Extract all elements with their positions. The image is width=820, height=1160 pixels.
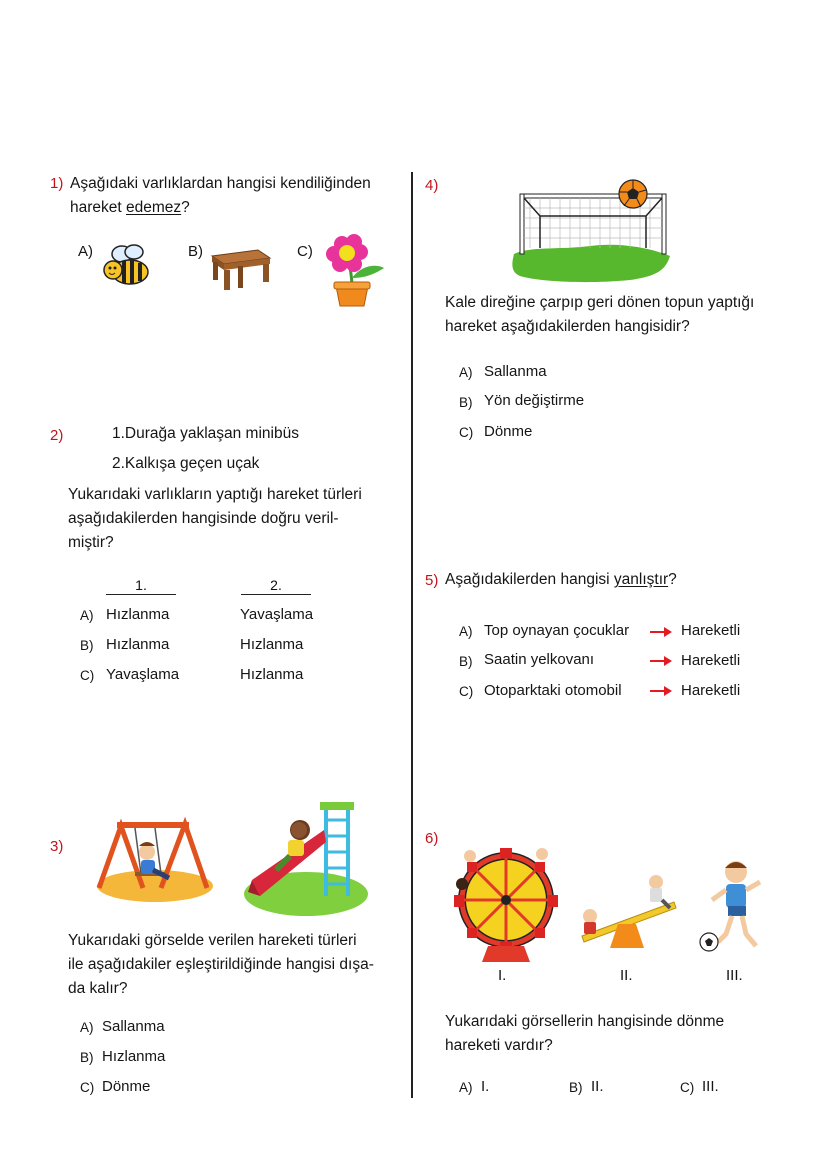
arrow-right-icon bbox=[650, 660, 670, 662]
option-letter: A) bbox=[80, 1020, 94, 1035]
option-letter: A) bbox=[80, 608, 94, 623]
arrow-right-icon bbox=[650, 631, 670, 633]
question-text-line3: da kalır? bbox=[68, 980, 128, 997]
question-number: 1) bbox=[50, 175, 64, 192]
question-text: Aşağıdakilerden hangisi yanlıştır? bbox=[445, 571, 677, 588]
question-text: Yukarıdaki görsellerin hangisinde dönme bbox=[445, 1013, 725, 1030]
arrow-right-icon bbox=[650, 690, 670, 692]
option-letter: A) bbox=[459, 365, 473, 380]
option-result: Hareketli bbox=[681, 622, 741, 639]
option-letter: A) bbox=[459, 624, 473, 639]
option-letter: B) bbox=[80, 638, 94, 653]
question-number: 5) bbox=[425, 572, 439, 589]
option-text: Sallanma bbox=[484, 363, 547, 380]
option-text: III. bbox=[702, 1078, 719, 1095]
column-header-2: 2. bbox=[241, 576, 311, 595]
option-col2: Hızlanma bbox=[240, 666, 304, 683]
option-letter: B) bbox=[459, 654, 473, 669]
question-text: Kale direğine çarpıp geri dönen topun yaptığı bbox=[445, 294, 755, 311]
option-text: Top oynayan çocuklar bbox=[484, 622, 630, 639]
goal-illustration bbox=[510, 176, 676, 284]
option-col2: Yavaşlama bbox=[240, 606, 314, 623]
ferris-wheel-illustration bbox=[450, 842, 560, 964]
column-divider bbox=[411, 172, 413, 1098]
question-text-line3: miştir? bbox=[68, 534, 114, 551]
option-result: Hareketli bbox=[681, 682, 741, 699]
image-label-1: I. bbox=[498, 967, 507, 984]
option-letter: C) bbox=[459, 684, 474, 699]
option-text: Otoparktaki otomobil bbox=[484, 682, 622, 699]
image-label-2: II. bbox=[620, 967, 633, 984]
option-text: Saatin yelkovanı bbox=[484, 651, 595, 668]
option-col1: Yavaşlama bbox=[106, 666, 180, 683]
question-text-line2: ile aşağıdakiler eşleştirildiğinde hangisi dışa- bbox=[68, 956, 374, 973]
option-text: Sallanma bbox=[102, 1018, 165, 1035]
question-text-line2: hareket edemez? bbox=[70, 199, 190, 216]
question-number: 2) bbox=[50, 427, 64, 444]
option-a-label[interactable]: A) bbox=[78, 243, 93, 260]
question-number: 4) bbox=[425, 177, 439, 194]
image-label-3: III. bbox=[726, 967, 743, 984]
option-letter: C) bbox=[459, 425, 474, 440]
option-c-label[interactable]: C) bbox=[297, 243, 313, 260]
option-text: I. bbox=[481, 1078, 490, 1095]
option-letter: C) bbox=[80, 668, 95, 683]
column-header-1: 1. bbox=[106, 576, 176, 595]
option-text: Dönme bbox=[484, 423, 533, 440]
option-letter: B) bbox=[459, 395, 473, 410]
question-text-line2: aşağıdakilerden hangisinde doğru veril- bbox=[68, 510, 339, 527]
option-result: Hareketli bbox=[681, 652, 741, 669]
table-icon bbox=[208, 248, 272, 292]
seesaw-illustration bbox=[574, 872, 682, 952]
question-number: 3) bbox=[50, 838, 64, 855]
option-col1: Hızlanma bbox=[106, 606, 170, 623]
question-text-line2: hareketi vardır? bbox=[445, 1037, 553, 1054]
option-letter: B) bbox=[569, 1080, 583, 1095]
question-number: 6) bbox=[425, 830, 439, 847]
question-text: Aşağıdaki varlıklardan hangisi kendiliğinden bbox=[70, 175, 371, 192]
swing-illustration bbox=[95, 812, 215, 904]
option-text: Dönme bbox=[102, 1078, 151, 1095]
option-letter: B) bbox=[80, 1050, 94, 1065]
question-text: Yukarıdaki görselde verilen hareketi türleri bbox=[68, 932, 357, 949]
option-text: Yön değiştirme bbox=[484, 392, 585, 409]
question-text: Yukarıdaki varlıkların yaptığı hareket türleri bbox=[68, 486, 362, 503]
option-col1: Hızlanma bbox=[106, 636, 170, 653]
option-b-label[interactable]: B) bbox=[188, 243, 203, 260]
question-text-line2: hareket aşağıdakilerden hangisidir? bbox=[445, 318, 690, 335]
option-letter: C) bbox=[80, 1080, 95, 1095]
option-text: II. bbox=[591, 1078, 604, 1095]
slide-illustration bbox=[242, 800, 372, 918]
statement-2: 2.Kalkışa geçen uçak bbox=[112, 455, 260, 472]
soccer-kid-illustration bbox=[696, 858, 772, 956]
option-text: Hızlanma bbox=[102, 1048, 166, 1065]
option-col2: Hızlanma bbox=[240, 636, 304, 653]
bee-icon bbox=[98, 240, 154, 288]
option-letter: A) bbox=[459, 1080, 473, 1095]
flower-icon bbox=[322, 234, 388, 308]
statement-1: 1.Durağa yaklaşan minibüs bbox=[112, 425, 299, 442]
option-letter: C) bbox=[680, 1080, 695, 1095]
